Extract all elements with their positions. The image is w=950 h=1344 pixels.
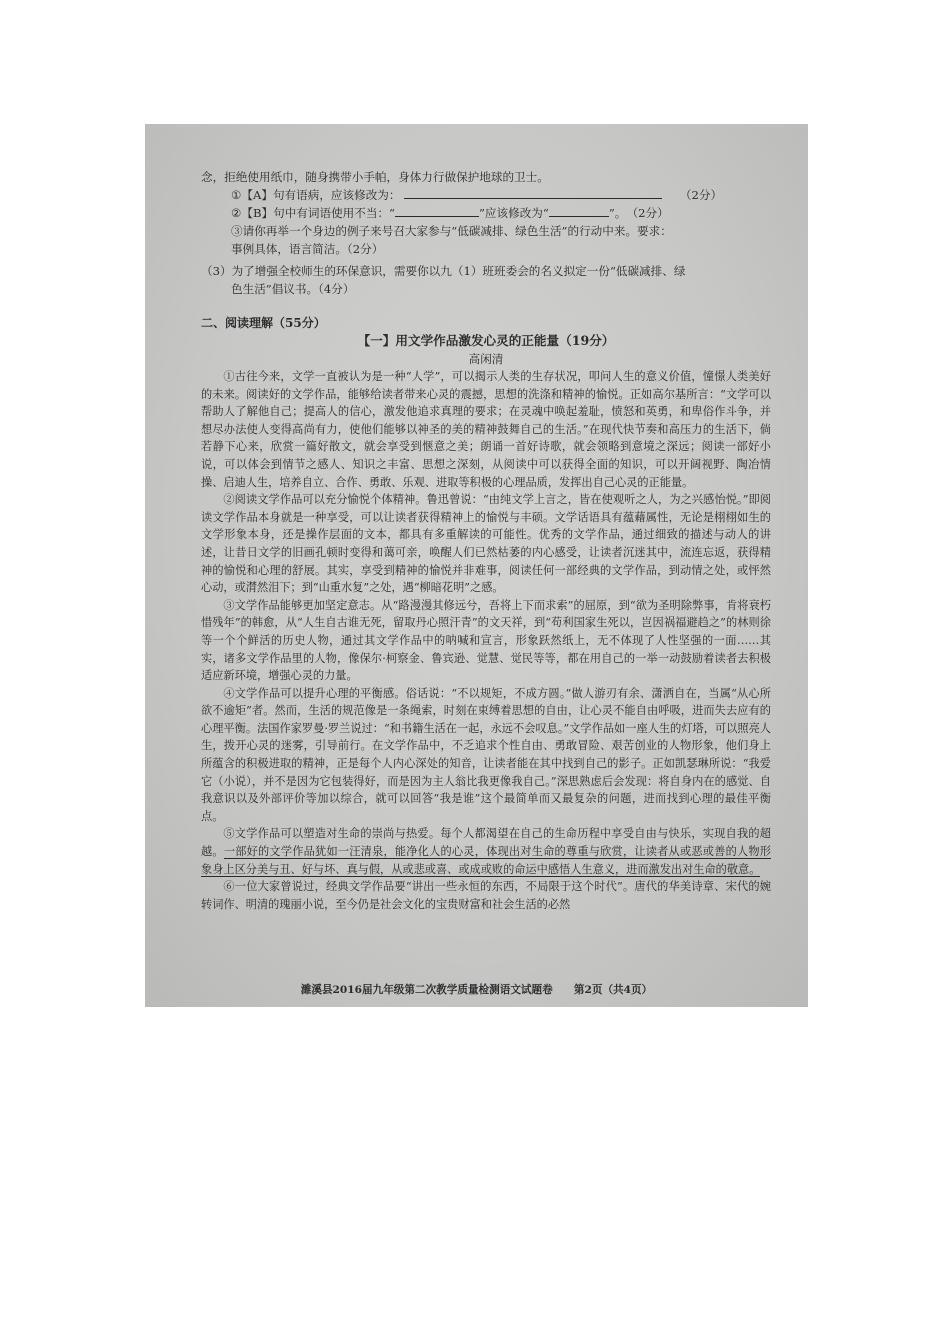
question-1-points: （2分） bbox=[679, 188, 723, 202]
question-3-line-2: 事例具体，语言简洁。（2分） bbox=[231, 242, 384, 256]
question-2-points: （2分） bbox=[632, 206, 669, 220]
page-footer: 濉溪县2016届九年级第二次教学质量检测语文试题卷 第2页（共4页） bbox=[300, 984, 653, 996]
question-1 bbox=[201, 186, 771, 204]
answer-blank-2a[interactable] bbox=[395, 204, 479, 217]
question-2-label: ②【B】句中有词语使用不当： bbox=[231, 206, 390, 220]
question-2-mid: 应该修改为 bbox=[484, 206, 543, 220]
paragraph-4: ④文学作品可以提升心理的平衡感。俗话说：“不以规矩，不成方圆。”做人游刃有余、潇洒自在，当属“从心所欲不逾矩”者。然而，生活的规范像是一条绳索，时刻在束缚着思想的自由，让心灵不能自由呼吸，进而失去应有的心理平衡。法国作家罗曼·罗兰说过：“和书籍生活在一起，永远不会叹息。”文学作品如一座人生的灯塔，可以照亮人生，拨开心灵的迷雾，引导前行。在文学作品中，不乏追求个性自由、勇敢冒险、艰苦创业的人物形象，他们身上所蕴含的积极进取的精神，正是每个人内心深处的知音，让读者能在其中找到自己的影子。正如凯瑟琳所说：“我爱它（小说），并不是因为它包装得好，而是因为主人翁比我更像我自己。”深思熟虑后会发现：将自身内在的感觉、自我意识以及外部评价等加以综合，就可以回答“我是谁”这个最简单而又最复杂的问题，进而找到心理的最佳平衡点。 bbox=[201, 686, 771, 823]
exam-page bbox=[201, 168, 771, 913]
paragraph-3: ③文学作品能够更加坚定意志。从“路漫漫其修远兮，吾将上下而求索”的屈原，到“欲为圣明除弊事，肯将衰朽惜残年”的韩愈，从“人生自古谁无死，留取丹心照汗青”的文天祥，到“苟利国家生死以，岂因祸福避趋之”的林则徐等一个个鲜活的历史人物，通过其文学作品中的呐喊和宣言，形象跃然纸上，无不体现了人性坚强的一面……其实，诸多文学作品里的人物，像保尔·柯察金、鲁宾逊、觉慧、觉民等等，都在用自己的一举一动鼓励着读者去积极适应新环境，增强心灵的力量。 bbox=[201, 598, 771, 683]
question-2: ②【B】句中有词语使用不当：“ ”应该修改为“ ”。 （2分） bbox=[231, 206, 669, 220]
question-4-line-1: （3）为了增强全校师生的环保意识，需要你以九（1）班班委会的名义拟定一份“低碳减排、绿 bbox=[201, 264, 686, 278]
article-title: 【一】用文学作品激发心灵的正能量（19分） bbox=[357, 333, 615, 348]
answer-blank-2b[interactable] bbox=[549, 204, 609, 217]
question-intro: 念，拒绝使用纸巾，随身携带小手帕，身体力行做保护地球的卫士。 bbox=[201, 170, 549, 184]
question-3-line-1: ③请你再举一个身边的例子来号召大家参与“低碳减排、绿色生活”的行动中来。要求： bbox=[231, 224, 672, 238]
paragraph-2: ②阅读文学作品可以充分愉悦个体精神。鲁迅曾说：“由纯文学上言之，皆在使观听之人，为之兴感怡悦。”即阅读文学作品本身就是一种享受，可以让读者获得精神上的愉悦与丰硕。文学话语具有蕴藉属性，无论是栩栩如生的文学形象本身，还是操作层面的文本，都具有多重解读的可能性。优秀的文学作品，通过细致的描述与动人的讲述，让昔日文学的旧画孔顿时变得和蔼可亲，唤醒人们已然枯萎的内心感受，让读者沉迷其中，流连忘返，获得精神的愉悦和心理的舒展。其实，享受到精神的愉悦并非难事，阅读任何一部经典的文学作品，到动情之处，或怦然心动，或潸然泪下；到“山重水复”之处，遇“柳暗花明”之感。 bbox=[201, 493, 771, 595]
paragraph-6: ⑥一位大家曾说过，经典文学作品要“讲出一些永恒的东西，不局限于这个时代”。唐代的华美诗章、宋代的婉转词作、明清的瑰丽小说，至今仍是社会文化的宝贵财富和社会生活的必然 bbox=[201, 880, 771, 911]
answer-blank-1[interactable] bbox=[404, 186, 662, 199]
section-heading: 二、阅读理解（55分） bbox=[201, 316, 326, 330]
scanned-exam-photo bbox=[145, 124, 808, 1007]
question-1-label: ①【A】句有语病，应该修改为： bbox=[231, 188, 401, 202]
paragraph-5 bbox=[201, 825, 771, 878]
paragraph-5-underlined: 一部好的文学作品犹如一汪清泉，能净化人的心灵，体现出对生命的尊重与欣赏，让读者从或恶或善的人物形象身上区分美与丑、好与坏、真与假，从或悲或喜、或成或败的命运中感悟人生意义，进而激发出对生命的敬意。 bbox=[201, 845, 771, 876]
paragraph-1: ①古往今来，文学一直被认为是一种“人学”，可以揭示人类的生存状况，叩问人生的意义价值，憧憬人类美好的未来。阅读好的文学作品，能够给读者带来心灵的震撼，思想的洗涤和精神的愉悦。正如高尔基所言：“文学可以帮助人了解他自己；提高人的信心，激发他追求真理的要求；在灵魂中唤起羞耻，愤怒和英勇，和卑俗作斗争，并想尽办法使人变得高尚有力，使他们能够以神圣的美的精神鼓舞自己的生活。”在现代快节奏和高压力的生活下，倘若静下心来，欣赏一篇好散文，就会享受到惬意之美；朗诵一首好诗歌，就会领略到意境之深远；阅读一部好小说，可以体会到情节之感人、知识之丰富、思想之深刻，从阅读中可以获得全面的知识，可以开阔视野、陶冶情操、启迪人生，培养自立、合作、勇敢、乐观、进取等积极的心理品质，发挥出自己心灵的正能量。 bbox=[201, 370, 771, 489]
question-4-line-2: 色生活”倡议书。（4分） bbox=[231, 282, 355, 296]
article-author: 高闲清 bbox=[468, 352, 504, 366]
paragraph-5-plain: ⑤文学作品可以塑造对生命的崇尚与热爱。每个人都渴望在自己的生命历程中享受自由与快乐，实现自我的超越。 bbox=[201, 827, 771, 859]
